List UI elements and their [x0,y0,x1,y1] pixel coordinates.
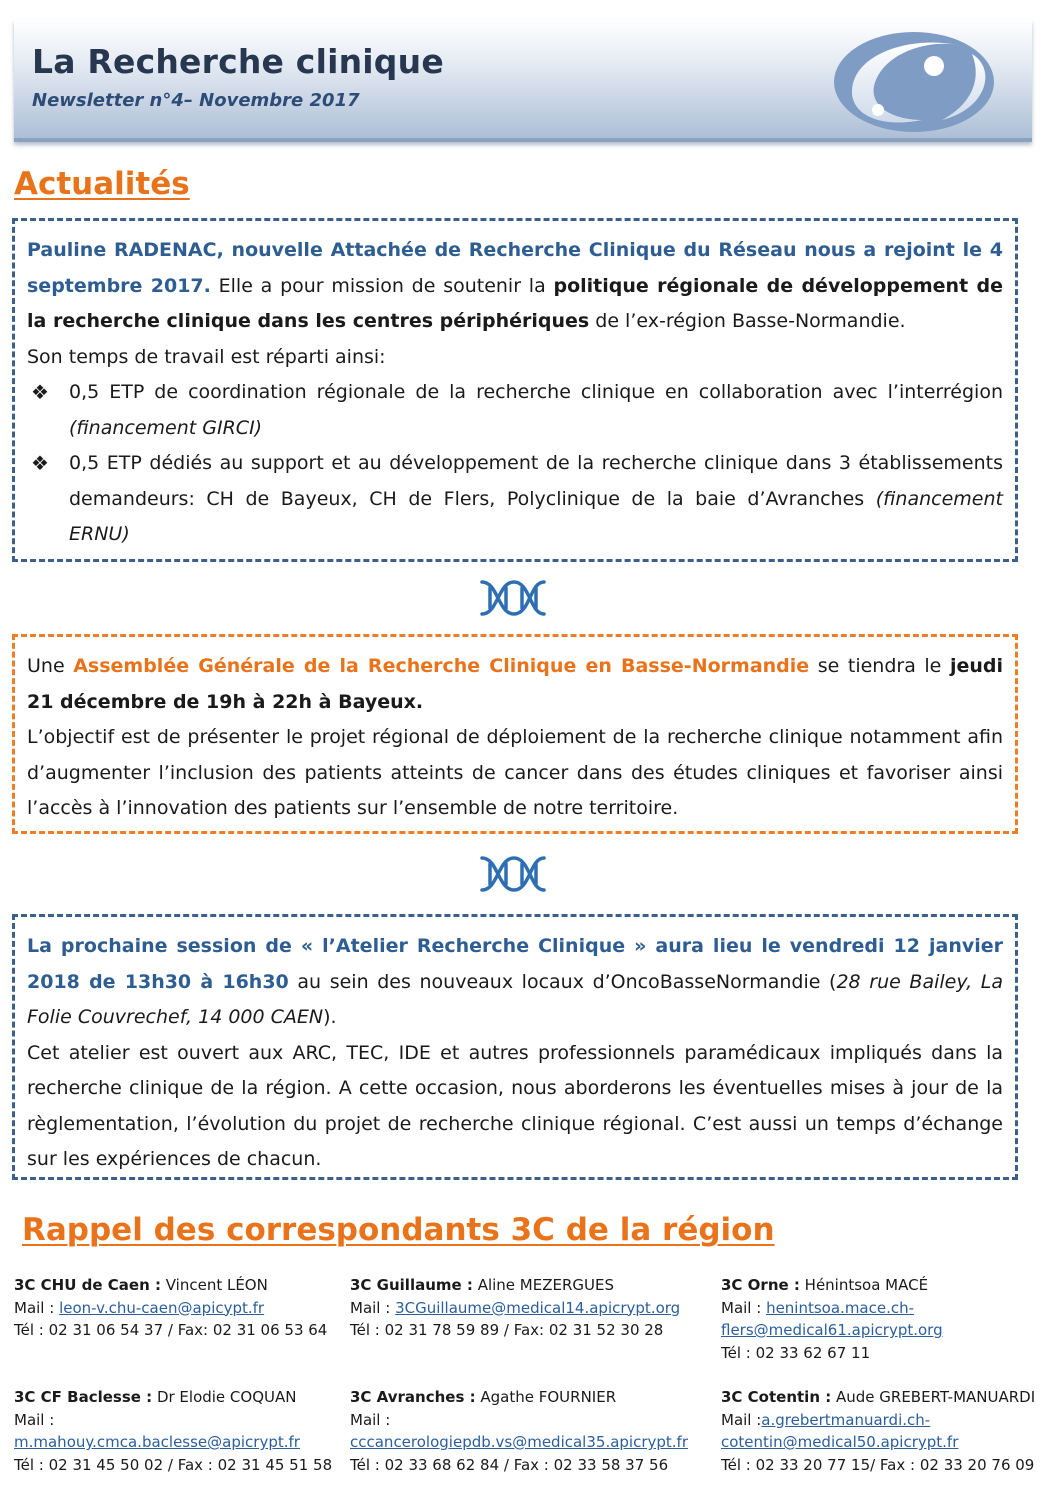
contact-center: 3C Avranches : [350,1388,476,1406]
contact-card-avranches [350,1386,700,1476]
bullet-item-coordination [27,375,1003,446]
contact-name: Agathe FOURNIER [475,1388,617,1406]
bullet-text: 0,5 ETP dédiés au support et au développement de la recherche clinique dans 3 établissements demandeurs: CH de Bayeux, CH de Flers, Polyclinique de la baie d’Avranches [69,452,1003,510]
page-title: La Recherche clinique [32,42,444,81]
mission-text: Elle a pour mission de soutenir la [210,274,554,297]
bullet-diamond-icon: ❖ [31,380,49,404]
contact-mail-label: Mail : [350,1410,391,1429]
contact-email-link[interactable]: henintsoa.mace.ch-flers@medical61.apicrypt.org [721,1298,943,1339]
news-section-title: Actualités [14,166,190,202]
contact-name: Aude GREBERT-MANUARDI [831,1388,1036,1406]
contact-email-link[interactable]: cccancerologiepdb.vs@medical35.apicrypt.fr [350,1433,688,1451]
contact-center: 3C Guillaume : [350,1276,473,1294]
newsletter-header [14,20,1032,142]
assembly-intro: Une [27,655,74,677]
workshop-address: 28 rue Bailey, La Folie Couvrechef, 14 000 CAEN [27,970,1003,1028]
newsletter-issue: Newsletter n°4– Novembre 2017 [32,90,360,111]
contact-center: 3C Cotentin : [721,1388,832,1406]
contact-card-orne [721,1274,1041,1364]
contact-phone: Tél : 02 33 62 67 11 [721,1343,871,1362]
bullet-text: 0,5 ETP de coordination régionale de la recherche clinique en collaboration avec l’interrégion [69,381,1003,403]
contact-email-link[interactable]: leon-v.chu-caen@apicypt.fr [59,1298,265,1317]
contact-card-guillaume [350,1274,700,1342]
contact-mail-label: Mail : [721,1298,767,1317]
staff-intro-highlight: Pauline RADENAC, nouvelle Attachée de Recherche Clinique du Réseau nous a rejoint le 4 septembre 2017. [27,239,1003,297]
contact-phone: Tél : 02 33 68 62 84 / Fax : 02 33 58 37 56 [350,1455,669,1474]
workshop-paragraph [27,929,1003,1036]
contact-center: 3C CHU de Caen : [14,1276,161,1294]
contact-mail-label: Mail : [721,1410,762,1429]
workshop-location-end: ). [323,1006,337,1028]
assembly-paragraph [27,649,1003,720]
network-logo-icon [822,24,1002,136]
assembly-middle: se tiendra le [809,655,950,677]
bullet-funding: (financement GIRCI) [69,416,263,439]
contact-name: Dr Elodie COQUAN [152,1388,297,1406]
workshop-location-text: au sein des nouveaux locaux d’OncoBasseNormandie ( [288,970,837,993]
contact-card-cotentin [721,1386,1051,1476]
mission-highlight: politique régionale de développement de la recherche clinique dans les centres périphériques [27,274,1003,332]
contact-email-link[interactable]: m.mahouy.cmca.baclesse@apicrypt.fr [14,1433,300,1451]
contact-phone: Tél : 02 31 06 54 37 / Fax: 02 31 06 53 64 [14,1321,328,1339]
contact-phone: Tél : 02 31 45 50 02 / Fax : 02 31 45 51 58 [14,1455,333,1474]
dna-divider-icon [478,578,548,618]
contact-email-link[interactable]: 3CGuillaume@medical14.apicrypt.org [395,1298,681,1317]
contact-phone: Tél : 02 31 78 59 89 / Fax: 02 31 52 30 28 [350,1321,664,1339]
contact-center: 3C Orne : [721,1276,800,1294]
contacts-section-title: Rappel des correspondants 3C de la région [22,1212,775,1248]
contact-mail-label: Mail : [350,1298,396,1317]
new-staff-announcement-box [12,218,1018,562]
bullet-diamond-icon: ❖ [31,451,49,475]
contact-card-chu-caen [14,1274,364,1342]
assembly-objective: L’objectif est de présenter le projet régional de déploiement de la recherche clinique notamment afin d’augmenter l’inclusion des patients atteints de cancer dans des études cliniques et favoriser ainsi l’accès à l’innovation des patients sur l’ensemble de notre territoire. [27,726,1003,819]
mission-end-text: de l’ex-région Basse-Normandie. [589,310,906,332]
contact-name: Vincent LÉON [160,1276,268,1294]
contact-mail-label: Mail : [14,1298,60,1317]
workshop-session-box [12,914,1018,1180]
contact-phone: Tél : 02 33 20 77 15/ Fax : 02 33 20 76 09 [721,1455,1035,1474]
bullet-item-support [27,446,1003,553]
bullet-funding: (financement ERNU) [69,487,1003,545]
contact-mail-label: Mail : [14,1410,55,1429]
work-time-line: Son temps de travail est réparti ainsi: [27,345,386,368]
contact-card-cf-baclesse [14,1386,364,1476]
contact-center: 3C CF Baclesse : [14,1388,153,1406]
general-assembly-box [12,634,1018,834]
staff-intro-paragraph [27,233,1003,340]
workshop-details: Cet atelier est ouvert aux ARC, TEC, IDE et autres professionnels paramédicaux impliqués dans la recherche clinique de la région. A cette occasion, nous aborderons les éventuelles mises à jour de la règlementation, l’évolution du projet de recherche clinique régional. C’est aussi un temps d’échange sur les expériences de chacun. [27,1041,1003,1170]
dna-divider-icon [478,854,548,894]
contact-email-link[interactable]: a.grebertmanuardi.ch-cotentin@medical50.apicrypt.fr [721,1410,959,1451]
contact-name: Hénintsoa MACÉ [799,1276,929,1294]
contact-name: Aline MEZERGUES [472,1276,614,1294]
assembly-date: jeudi 21 décembre de 19h à 22h à Bayeux. [27,655,1003,713]
assembly-name: Assemblée Générale de la Recherche Clinique en Basse-Normandie [73,655,810,677]
workshop-session-highlight: La prochaine session de « l’Atelier Recherche Clinique » aura lieu le vendredi 12 janvier 2018 de 13h30 à 16h30 [27,935,1003,993]
